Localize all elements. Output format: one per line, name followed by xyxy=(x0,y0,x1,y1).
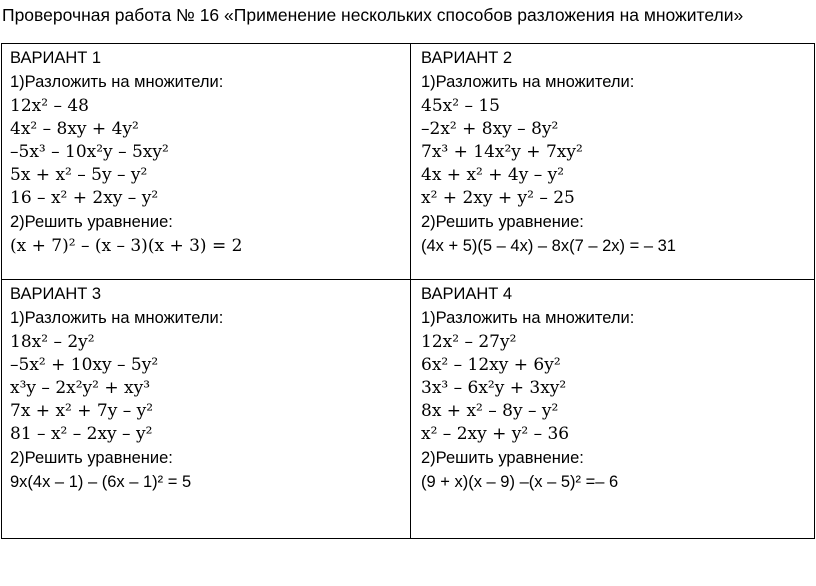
variant-1-cell xyxy=(2,44,411,280)
task-2-label: 2)Решить уравнение: xyxy=(10,449,173,467)
task-1-label: 1)Разложить на множители: xyxy=(421,309,635,327)
page-title: Проверочная работа № 16 «Применение нескольких способов разложения на множители» xyxy=(2,5,744,25)
expression: 16 – x² + 2xy – y² xyxy=(10,188,159,208)
variant-heading: ВАРИАНТ 2 xyxy=(421,49,513,67)
expression: 8x + x² – 8y – y² xyxy=(421,401,559,421)
expression: 12x² – 27y² xyxy=(421,332,517,352)
expression: –2x² + 8xy – 8y² xyxy=(421,119,559,139)
equation: (x + 7)² – (x – 3)(x + 3) = 2 xyxy=(10,236,243,256)
expression: 45x² – 15 xyxy=(421,96,500,116)
expression: 5x + x² – 5y – y² xyxy=(10,165,148,185)
variant-heading: ВАРИАНТ 3 xyxy=(10,285,102,303)
expression: –5x² + 10xy – 5y² xyxy=(10,355,159,375)
expression: 6x² – 12xy + 6y² xyxy=(421,355,561,375)
equation: (9 + x)(x – 9) –(x – 5)² =– 6 xyxy=(421,473,619,491)
expression: –5x³ – 10x²y – 5xy² xyxy=(10,142,169,162)
task-1-label: 1)Разложить на множители: xyxy=(10,73,224,91)
task-2-label: 2)Решить уравнение: xyxy=(10,213,173,231)
expression: 7x³ + 14x²y + 7xy² xyxy=(421,142,583,162)
equation: 9x(4x – 1) – (6x – 1)² = 5 xyxy=(10,473,192,491)
variant-4-cell xyxy=(411,280,814,538)
expression: 4x² – 8xy + 4y² xyxy=(10,119,139,139)
expression: x³y – 2x²y² + xy³ xyxy=(10,378,151,398)
equation: (4x + 5)(5 – 4x) – 8x(7 – 2x) = – 31 xyxy=(421,237,676,255)
expression: 4x + x² + 4y – y² xyxy=(421,165,565,185)
variant-heading: ВАРИАНТ 4 xyxy=(421,285,513,303)
expression: 3x³ – 6x²y + 3xy² xyxy=(421,378,567,398)
variants-table xyxy=(1,43,815,539)
task-2-label: 2)Решить уравнение: xyxy=(421,449,584,467)
expression: 12x² – 48 xyxy=(10,96,89,116)
variant-3-cell xyxy=(2,280,411,538)
task-1-label: 1)Разложить на множители: xyxy=(421,73,635,91)
expression: 7x + x² + 7y – y² xyxy=(10,401,154,421)
expression: x² – 2xy + y² – 36 xyxy=(421,424,570,444)
expression: 81 – x² – 2xy – y² xyxy=(10,424,153,444)
expression: x² + 2xy + y² – 25 xyxy=(421,188,575,208)
task-2-label: 2)Решить уравнение: xyxy=(421,213,584,231)
variant-heading: ВАРИАНТ 1 xyxy=(10,49,102,67)
expression: 18x² – 2y² xyxy=(10,332,95,352)
variant-2-cell xyxy=(411,44,814,280)
task-1-label: 1)Разложить на множители: xyxy=(10,309,224,327)
